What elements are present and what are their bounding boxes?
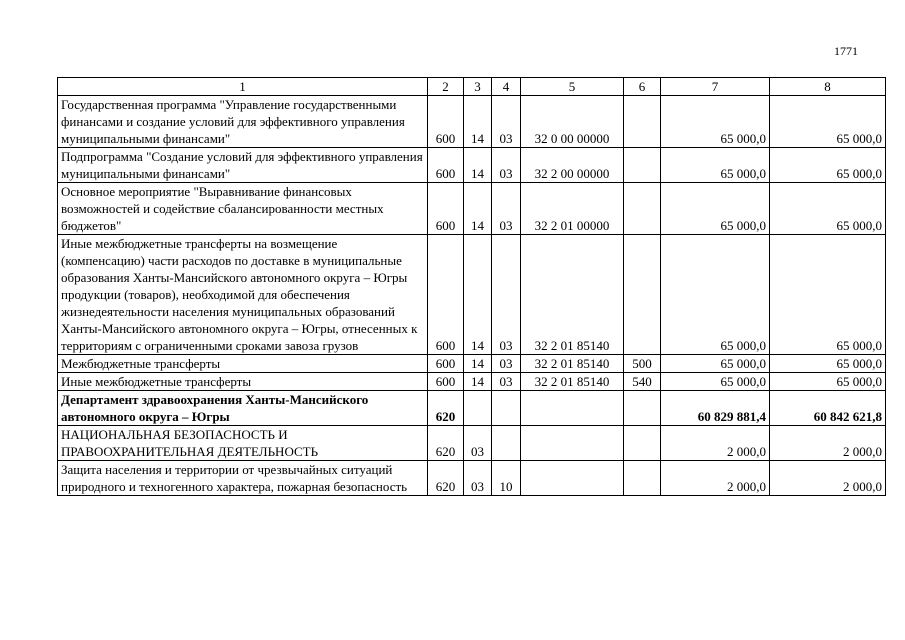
ministry-code-cell: 620	[428, 461, 464, 496]
target-article-cell: 32 0 00 00000	[521, 96, 624, 148]
ministry-code-cell: 620	[428, 391, 464, 426]
section-code-cell: 03	[464, 461, 492, 496]
table-row	[58, 426, 886, 461]
table-row	[58, 391, 886, 426]
amount-year2-cell: 65 000,0	[770, 373, 886, 391]
row-name-cell: Департамент здравоохранения Ханты-Мансийского автономного округа – Югры	[58, 391, 428, 426]
expense-type-cell	[624, 461, 661, 496]
row-name-cell: НАЦИОНАЛЬНАЯ БЕЗОПАСНОСТЬ И ПРАВООХРАНИТЕЛЬНАЯ ДЕЯТЕЛЬНОСТЬ	[58, 426, 428, 461]
amount-year1-cell: 2 000,0	[661, 426, 770, 461]
table-row	[58, 235, 886, 355]
header-cell: 6	[624, 78, 661, 96]
header-cell: 1	[58, 78, 428, 96]
header-cell: 4	[492, 78, 521, 96]
target-article-cell: 32 2 01 85140	[521, 355, 624, 373]
expense-type-cell	[624, 391, 661, 426]
target-article-cell: 32 2 00 00000	[521, 148, 624, 183]
budget-table	[57, 77, 886, 496]
expense-type-cell: 500	[624, 355, 661, 373]
section-code-cell: 14	[464, 235, 492, 355]
amount-year2-cell: 65 000,0	[770, 183, 886, 235]
expense-type-cell	[624, 426, 661, 461]
amount-year1-cell: 65 000,0	[661, 183, 770, 235]
table-row	[58, 183, 886, 235]
subsection-code-cell: 03	[492, 235, 521, 355]
row-name-cell: Иные межбюджетные трансферты на возмещение (компенсацию) части расходов по доставке в муниципальные образования Ханты-Мансийского автономного округа – Югры продукции (товаров), необходимой для обеспечения жизнедеятельности населения муниципальных образований Ханты-Мансийского автономного округа – Югры, отнесенных к территориям с ограниченными сроками завоза грузов	[58, 235, 428, 355]
header-cell: 3	[464, 78, 492, 96]
section-code-cell: 14	[464, 183, 492, 235]
header-cell: 5	[521, 78, 624, 96]
amount-year1-cell: 2 000,0	[661, 461, 770, 496]
amount-year2-cell: 60 842 621,8	[770, 391, 886, 426]
header-cell: 7	[661, 78, 770, 96]
amount-year2-cell: 2 000,0	[770, 426, 886, 461]
target-article-cell	[521, 461, 624, 496]
table-row	[58, 373, 886, 391]
subsection-code-cell: 03	[492, 373, 521, 391]
amount-year2-cell: 65 000,0	[770, 235, 886, 355]
row-name-cell: Государственная программа "Управление государственными финансами и создание условий для эффективного управления муниципальными финансами"	[58, 96, 428, 148]
ministry-code-cell: 600	[428, 373, 464, 391]
subsection-code-cell	[492, 426, 521, 461]
target-article-cell	[521, 391, 624, 426]
target-article-cell: 32 2 01 00000	[521, 183, 624, 235]
expense-type-cell	[624, 183, 661, 235]
row-name-cell: Основное мероприятие "Выравнивание финансовых возможностей и содействие сбалансированности местных бюджетов"	[58, 183, 428, 235]
subsection-code-cell: 03	[492, 183, 521, 235]
amount-year1-cell: 65 000,0	[661, 355, 770, 373]
subsection-code-cell: 10	[492, 461, 521, 496]
table-body	[58, 96, 886, 496]
subsection-code-cell	[492, 391, 521, 426]
section-code-cell: 03	[464, 426, 492, 461]
amount-year1-cell: 65 000,0	[661, 96, 770, 148]
ministry-code-cell: 600	[428, 235, 464, 355]
section-code-cell: 14	[464, 373, 492, 391]
expense-type-cell	[624, 148, 661, 183]
ministry-code-cell: 620	[428, 426, 464, 461]
target-article-cell: 32 2 01 85140	[521, 235, 624, 355]
header-row	[58, 78, 886, 96]
amount-year2-cell: 65 000,0	[770, 96, 886, 148]
amount-year2-cell: 65 000,0	[770, 355, 886, 373]
ministry-code-cell: 600	[428, 96, 464, 148]
subsection-code-cell: 03	[492, 355, 521, 373]
expense-type-cell: 540	[624, 373, 661, 391]
row-name-cell: Подпрограмма "Создание условий для эффективного управления муниципальными финансами"	[58, 148, 428, 183]
ministry-code-cell: 600	[428, 355, 464, 373]
subsection-code-cell: 03	[492, 148, 521, 183]
target-article-cell	[521, 426, 624, 461]
ministry-code-cell: 600	[428, 183, 464, 235]
header-cell: 2	[428, 78, 464, 96]
amount-year1-cell: 60 829 881,4	[661, 391, 770, 426]
row-name-cell: Иные межбюджетные трансферты	[58, 373, 428, 391]
header-cell: 8	[770, 78, 886, 96]
table-row	[58, 461, 886, 496]
amount-year2-cell: 2 000,0	[770, 461, 886, 496]
expense-type-cell	[624, 96, 661, 148]
table-row	[58, 148, 886, 183]
ministry-code-cell: 600	[428, 148, 464, 183]
subsection-code-cell: 03	[492, 96, 521, 148]
target-article-cell: 32 2 01 85140	[521, 373, 624, 391]
row-name-cell: Защита населения и территории от чрезвычайных ситуаций природного и техногенного характера, пожарная безопасность	[58, 461, 428, 496]
amount-year2-cell: 65 000,0	[770, 148, 886, 183]
table-row	[58, 96, 886, 148]
expense-type-cell	[624, 235, 661, 355]
section-code-cell: 14	[464, 96, 492, 148]
amount-year1-cell: 65 000,0	[661, 373, 770, 391]
section-code-cell: 14	[464, 148, 492, 183]
amount-year1-cell: 65 000,0	[661, 148, 770, 183]
page-number: 1771	[834, 44, 858, 58]
amount-year1-cell: 65 000,0	[661, 235, 770, 355]
section-code-cell: 14	[464, 355, 492, 373]
row-name-cell: Межбюджетные трансферты	[58, 355, 428, 373]
section-code-cell	[464, 391, 492, 426]
table-row	[58, 355, 886, 373]
